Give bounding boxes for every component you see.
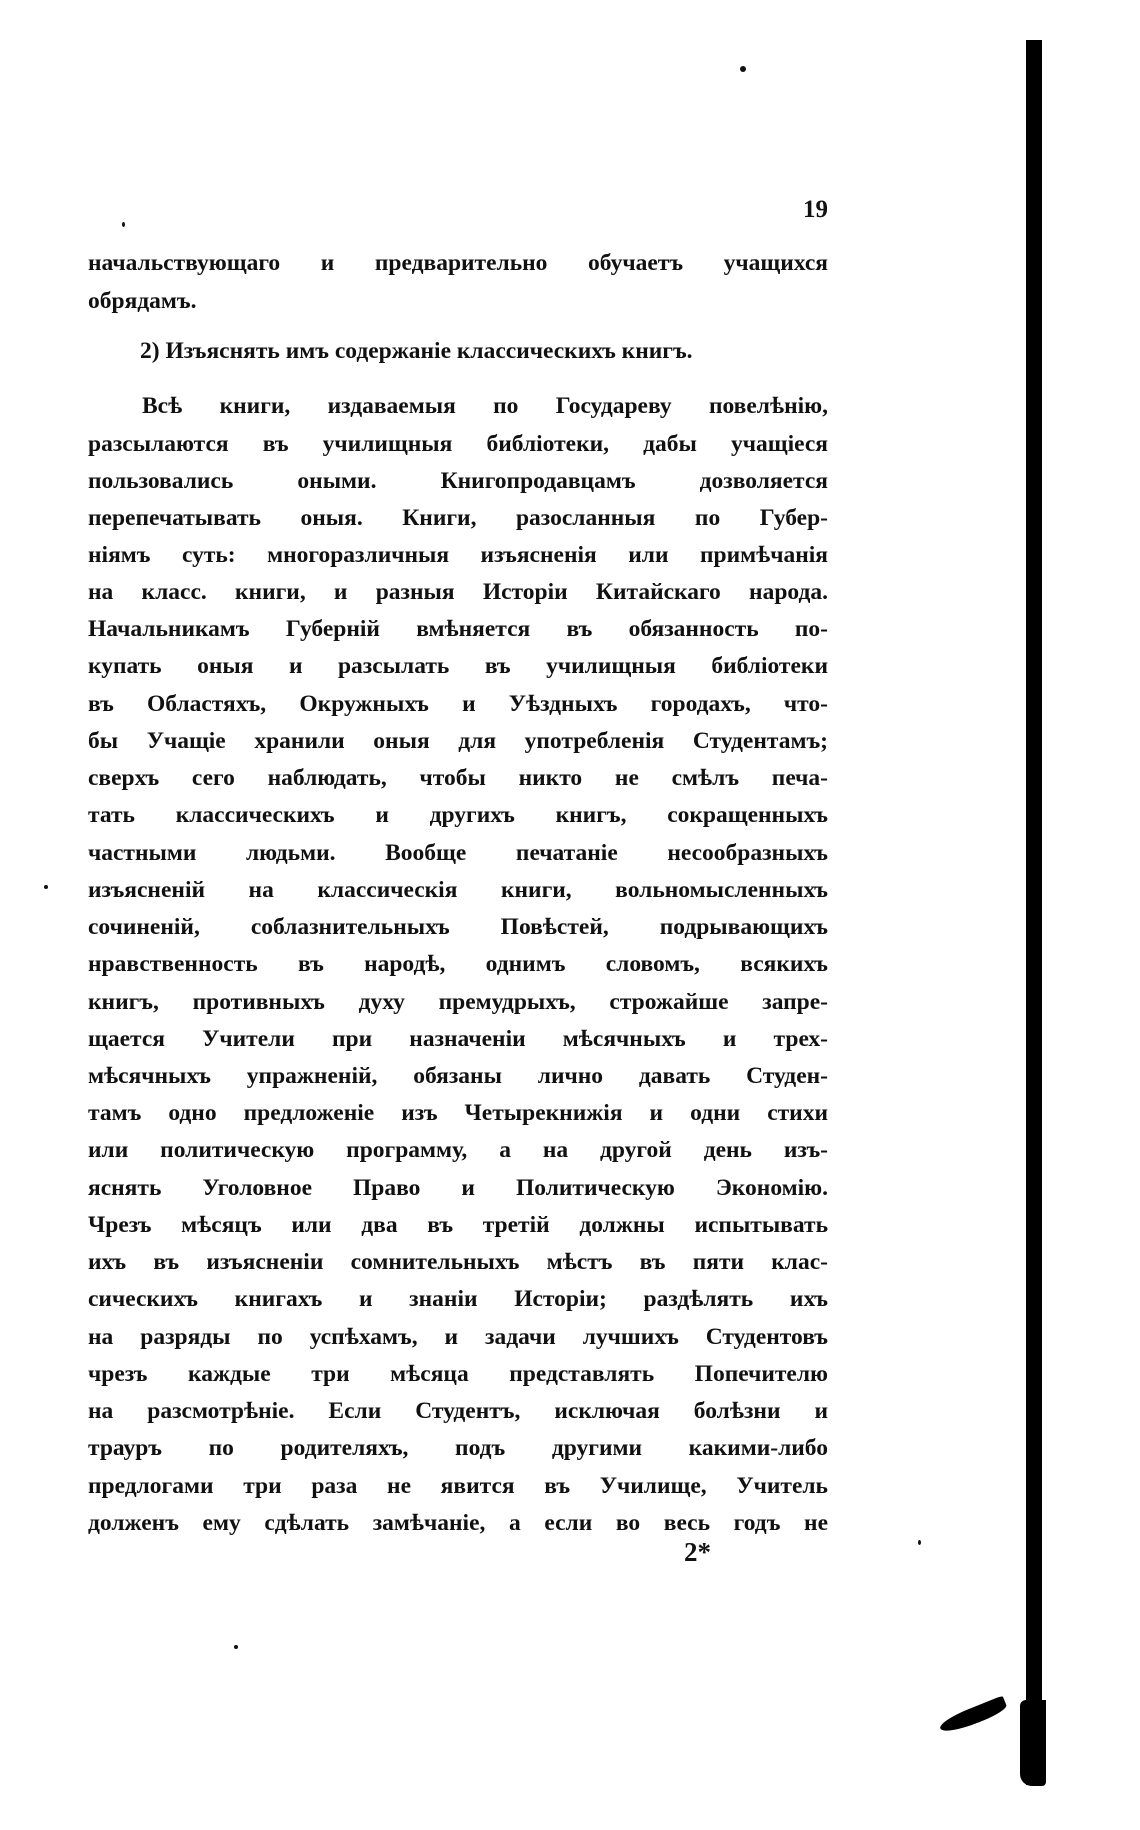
ink-speck [122,222,125,227]
text-line: ихъ въ изъясненіи сомнительныхъ мѣстъ въ пяти клас- [88,1249,828,1275]
ink-stroke-mark [938,1695,1009,1736]
text-line: изъясненій на классическія книги, вольномысленныхъ [88,877,828,903]
text-line: бы Учащіе хранили оныя для употребленія Студентамъ; [88,728,828,754]
text-line: частными людьми. Вообще печатаніе несообразныхъ [88,840,828,866]
text-line: разсылаются въ училищныя библіотеки, дабы учащіеся [88,431,828,457]
signature-mark: 2* [684,1537,711,1567]
text-line: тамъ одно предложеніе изъ Четырекнижія и одни стихи [88,1100,828,1126]
ink-speck [740,66,746,72]
page-edge-shadow-tail [1020,1700,1046,1786]
ink-speck [234,1645,238,1649]
text-line: начальствующаго и предварительно обучаетъ учащихся [88,250,828,276]
section-heading: 2) Изъяснять имъ содержаніе классическихъ книгъ. [140,338,693,364]
text-line: обрядамъ. [88,288,197,314]
text-line: Чрезъ мѣсяцъ или два въ третій должны испытывать [88,1212,828,1238]
text-line: трауръ по родителяхъ, подъ другими какими-либо [88,1435,828,1461]
text-line: перепечатывать оныя. Книги, разосланныя по Губер- [88,505,828,531]
text-line: сверхъ сего наблюдать, чтобы никто не смѣлъ печа- [88,765,828,791]
text-line: Начальникамъ Губерній вмѣняется въ обязанность по- [88,616,828,642]
text-line: долженъ ему сдѣлать замѣчаніе, а если во весь годъ не [88,1510,828,1536]
text-line: Всѣ книги, издаваемыя по Государеву повелѣнію, [142,393,828,419]
text-line: ніямъ суть: многоразличныя изъясненія или примѣчанія [88,542,828,568]
text-line: или политическую программу, а на другой день изъ- [88,1137,828,1163]
text-line: пользовались оными. Книгопродавцамъ дозволяется [88,468,828,494]
text-line: чрезъ каждые три мѣсяца представлять Попечителю [88,1361,828,1387]
text-line: на разряды по успѣхамъ, и задачи лучшихъ Студентовъ [88,1324,828,1350]
text-line: яснять Уголовное Право и Политическую Экономію. [88,1175,828,1201]
text-line: тать классическихъ и другихъ книгъ, сокращенныхъ [88,802,828,828]
text-line: на разсмотрѣніе. Если Студентъ, исключая болѣзни и [88,1398,828,1424]
text-line: щается Учители при назначеніи мѣсячныхъ и трех- [88,1026,828,1052]
text-line: купать оныя и разсылать въ училищныя библіотеки [88,653,828,679]
text-line: въ Областяхъ, Окружныхъ и Уѣздныхъ городахъ, что- [88,691,828,717]
page-edge-shadow [1026,40,1042,1785]
text-line: мѣсячныхъ упражненій, обязаны лично давать Студен- [88,1063,828,1089]
ink-speck [918,1540,921,1545]
text-line: книгъ, противныхъ духу премудрыхъ, строжайше запре- [88,989,828,1015]
text-line: сическихъ книгахъ и знаніи Исторіи; раздѣлять ихъ [88,1286,828,1312]
page-number: 19 [803,196,828,223]
text-line: нравственность въ народѣ, однимъ словомъ, всякихъ [88,951,828,977]
text-line: предлогами три раза не явится въ Училище, Учитель [88,1473,828,1499]
text-line: на класс. книги, и разныя Исторіи Китайскаго народа. [88,579,828,605]
text-line: сочиненій, соблазнительныхъ Повѣстей, подрывающихъ [88,914,828,940]
ink-speck [44,885,48,889]
